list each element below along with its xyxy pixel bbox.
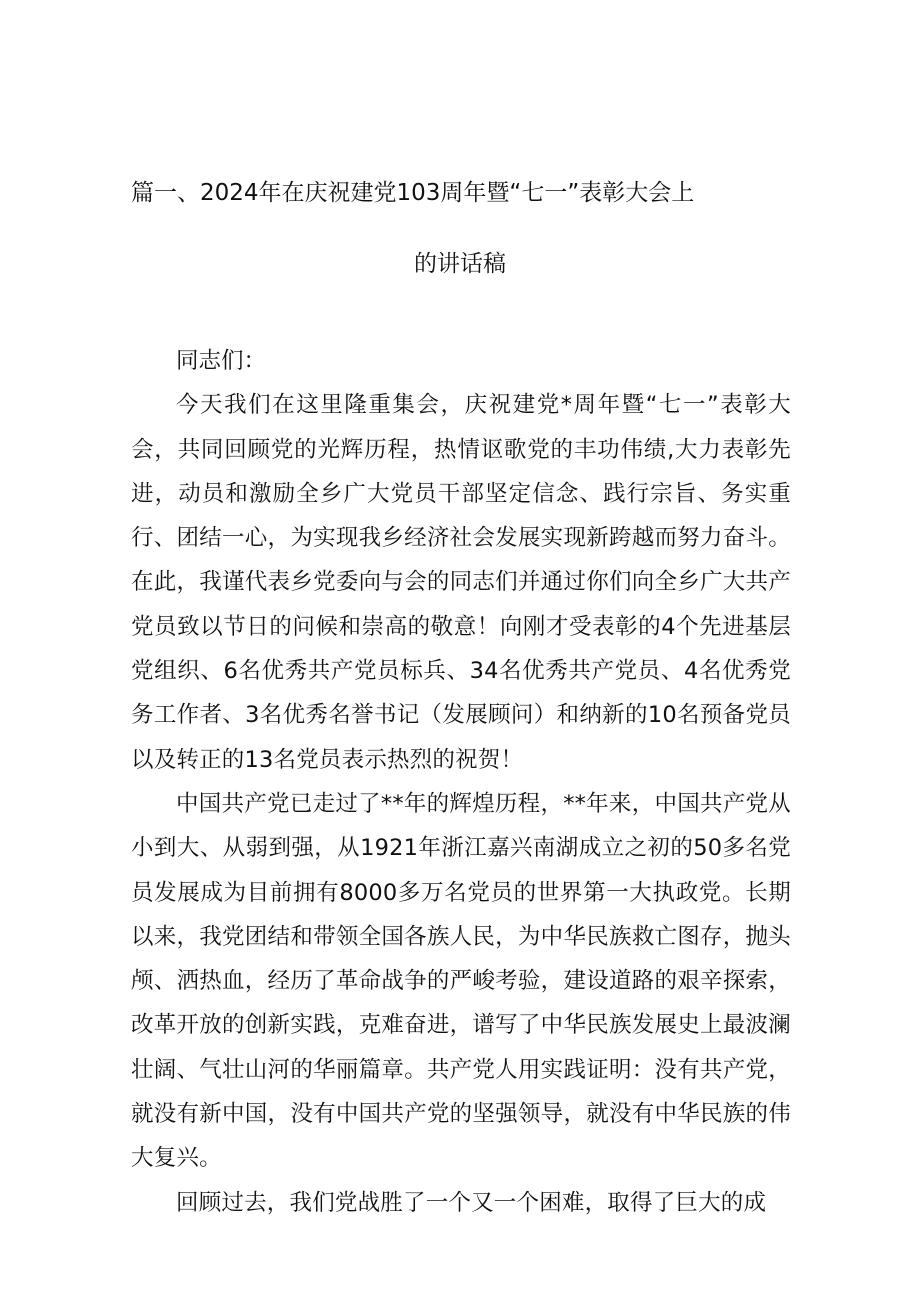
- document-body: [131, 339, 791, 1225]
- paragraph-1: 今天我们在这里隆重集会，庆祝建党*周年暨“七一”表彰大会，共同回顾党的光辉历程，热情讴歌党的丰功伟绩,大力表彰先进，动员和激励全乡广大党员干部坚定信念、践行宗旨、务实重行、团结一心，为实现我乡经济社会发展实现新跨越而努力奋斗。在此，我谨代表乡党委向与会的同志们并通过你们向全乡广大共产党员致以节日的问候和崇高的敬意！向刚才受表彰的4个先进基层党组织、6名优秀共产党员标兵、34名优秀共产党员、4名优秀党务工作者、3名优秀名誉书记（发展顾问）和纳新的10名预备党员以及转正的13名党员表示热烈的祝贺！: [131, 392, 791, 773]
- paragraph-3: 回顾过去，我们党战胜了一个又一个困难，取得了巨大的成: [176, 1189, 767, 1216]
- document-title-line-2: 的讲话稿: [414, 251, 506, 277]
- paragraph-2: 中国共产党已走过了**年的辉煌历程，**年来，中国共产党从小到大、从弱到强，从1921年浙江嘉兴南湖成立之初的50多名党员发展成为目前拥有8000多万名党员的世界第一大执政党。长期以来，我党团结和带领全国各族人民，为中华民族救亡图存，抛头颅、洒热血，经历了革命战争的严峻考验，建设道路的艰辛探索，改革开放的创新实践，克难奋进，谱写了中华民族发展史上最波澜壮阔、气壮山河的华丽篇章。共产党人用实践证明：没有共产党，就没有新中国，没有中国共产党的坚强领导，就没有中华民族的伟大复兴。: [131, 790, 791, 1172]
- greeting: 同志们：: [176, 348, 267, 374]
- document-title-line-1: 篇一、2024年在庆祝建党103周年暨“七一”表彰大会上: [131, 180, 695, 206]
